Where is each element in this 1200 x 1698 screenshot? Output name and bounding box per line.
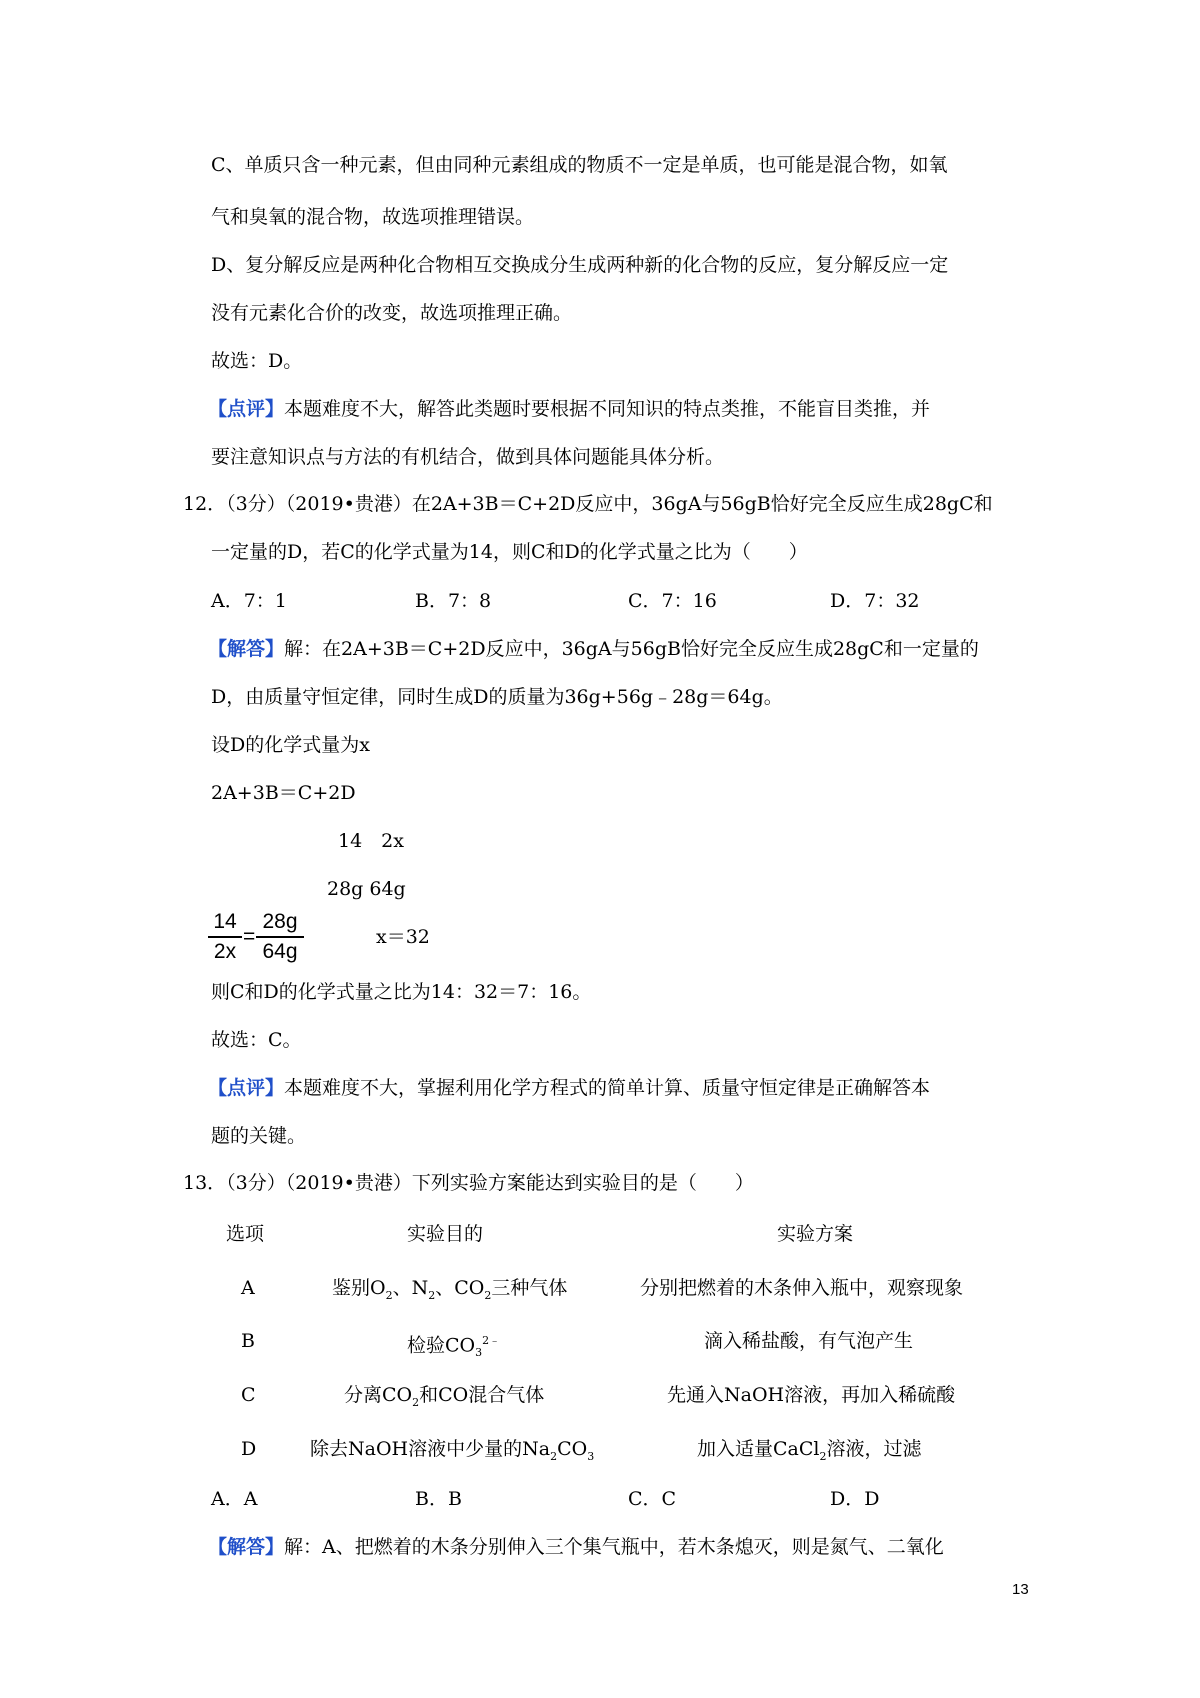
option-13-d: D．D [830,1488,880,1510]
table-row-d-plan: 加入适量CaCl$_2$溶液，过滤 [697,1438,922,1463]
table-row-d-option: D [241,1438,257,1460]
table-row-a-goal: 鉴别$O_2$、$N_2$、$CO_2$三种气体 [332,1277,568,1302]
page-number: 13 [1012,1581,1029,1598]
table-row-c-plan: 先通入NaOH溶液，再加入稀硫酸 [667,1384,956,1406]
set-x: 设D的化学式量为x [211,734,370,756]
x-result: x＝32 [376,926,430,948]
question-13: 13．（3分）（2019•贵港）下列实验方案能达到实验目的是（ ） [183,1172,754,1194]
option-13-b: B．B [415,1488,462,1510]
table-header-plan: 实验方案 [777,1223,854,1245]
option-12-b: B．7：8 [415,590,492,612]
solution-12-line2: D，由质量守恒定律，同时生成D的质量为36g+56g﹣28g＝64g。 [211,686,783,708]
fraction-left: 14 2x [208,910,242,964]
solution-12-line1: 【解答】解：在2A+3B＝C+2D反应中，36gA与56gB恰好完全反应生成28gC和一定量的 [208,638,979,660]
calc-row-1: 14 2x [338,830,404,852]
explanation-c-line2: 气和臭氧的混合物，故选项推理错误。 [211,206,535,228]
comment-11-line1: 【点评】本题难度不大，解答此类题时要根据不同知识的特点类推，不能盲目类推，并 [208,398,931,420]
calc-row-2: 28g 64g [327,878,406,900]
comment-tag: 【点评】 [208,1077,285,1099]
comment-12-line1: 【点评】本题难度不大，掌握利用化学方程式的简单计算、质量守恒定律是正确解答本 [208,1077,931,1099]
solution-tag: 【解答】 [208,638,285,660]
option-12-c: C．7：16 [628,590,717,612]
ratio-line: 则C和D的化学式量之比为14：32＝7：16。 [211,981,592,1003]
table-row-d-goal: 除去NaOH溶液中少量的$Na_2CO_3$ [310,1438,595,1463]
answer-12: 故选：C。 [211,1029,302,1051]
explanation-c-line1: C、单质只含一种元素，但由同种元素组成的物质不一定是单质，也可能是混合物，如氧 [211,154,948,176]
option-12-a: A．7：1 [211,590,287,612]
equation: 2A+3B＝C+2D [211,782,356,804]
solution-tag: 【解答】 [208,1536,285,1558]
option-12-d: D．7：32 [830,590,920,612]
table-header-goal: 实验目的 [407,1223,484,1245]
explanation-d-line2: 没有元素化合价的改变，故选项推理正确。 [211,302,573,324]
option-13-c: C．C [628,1488,677,1510]
comment-12-line2: 题的关键。 [211,1125,307,1147]
fraction-right: 28g 64g [256,910,304,964]
table-row-c-goal: 分离$CO_2$和CO混合气体 [344,1384,545,1409]
table-row-a-option: A [241,1277,255,1299]
question-12-line2: 一定量的D，若C的化学式量为14，则C和D的化学式量之比为（ ） [211,541,808,563]
question-12-line1: 12．（3分）（2019•贵港）在2A+3B＝C+2D反应中，36gA与56gB恰好完全反应生成28gC和 [183,493,993,515]
comment-tag: 【点评】 [208,398,285,420]
table-row-a-plan: 分别把燃着的木条伸入瓶中，观察现象 [640,1277,964,1299]
table-row-b-option: B [241,1330,255,1352]
explanation-d-line1: D、复分解反应是两种化合物相互交换成分生成两种新的化合物的反应，复分解反应一定 [211,254,949,276]
answer-11: 故选：D。 [211,350,303,372]
equals-sign: = [243,925,256,948]
table-row-b-goal: 检验$CO_3^{2﹣}$ [407,1334,501,1360]
option-13-a: A．A [211,1488,258,1510]
solution-13-line1: 【解答】解：A、把燃着的木条分别伸入三个集气瓶中，若木条熄灭，则是氮气、二氧化 [208,1536,944,1558]
table-row-b-plan: 滴入稀盐酸，有气泡产生 [704,1330,914,1352]
comment-11-line2: 要注意知识点与方法的有机结合，做到具体问题能具体分析。 [211,446,725,468]
table-row-c-option: C [241,1384,256,1406]
table-header-option: 选项 [226,1223,265,1245]
